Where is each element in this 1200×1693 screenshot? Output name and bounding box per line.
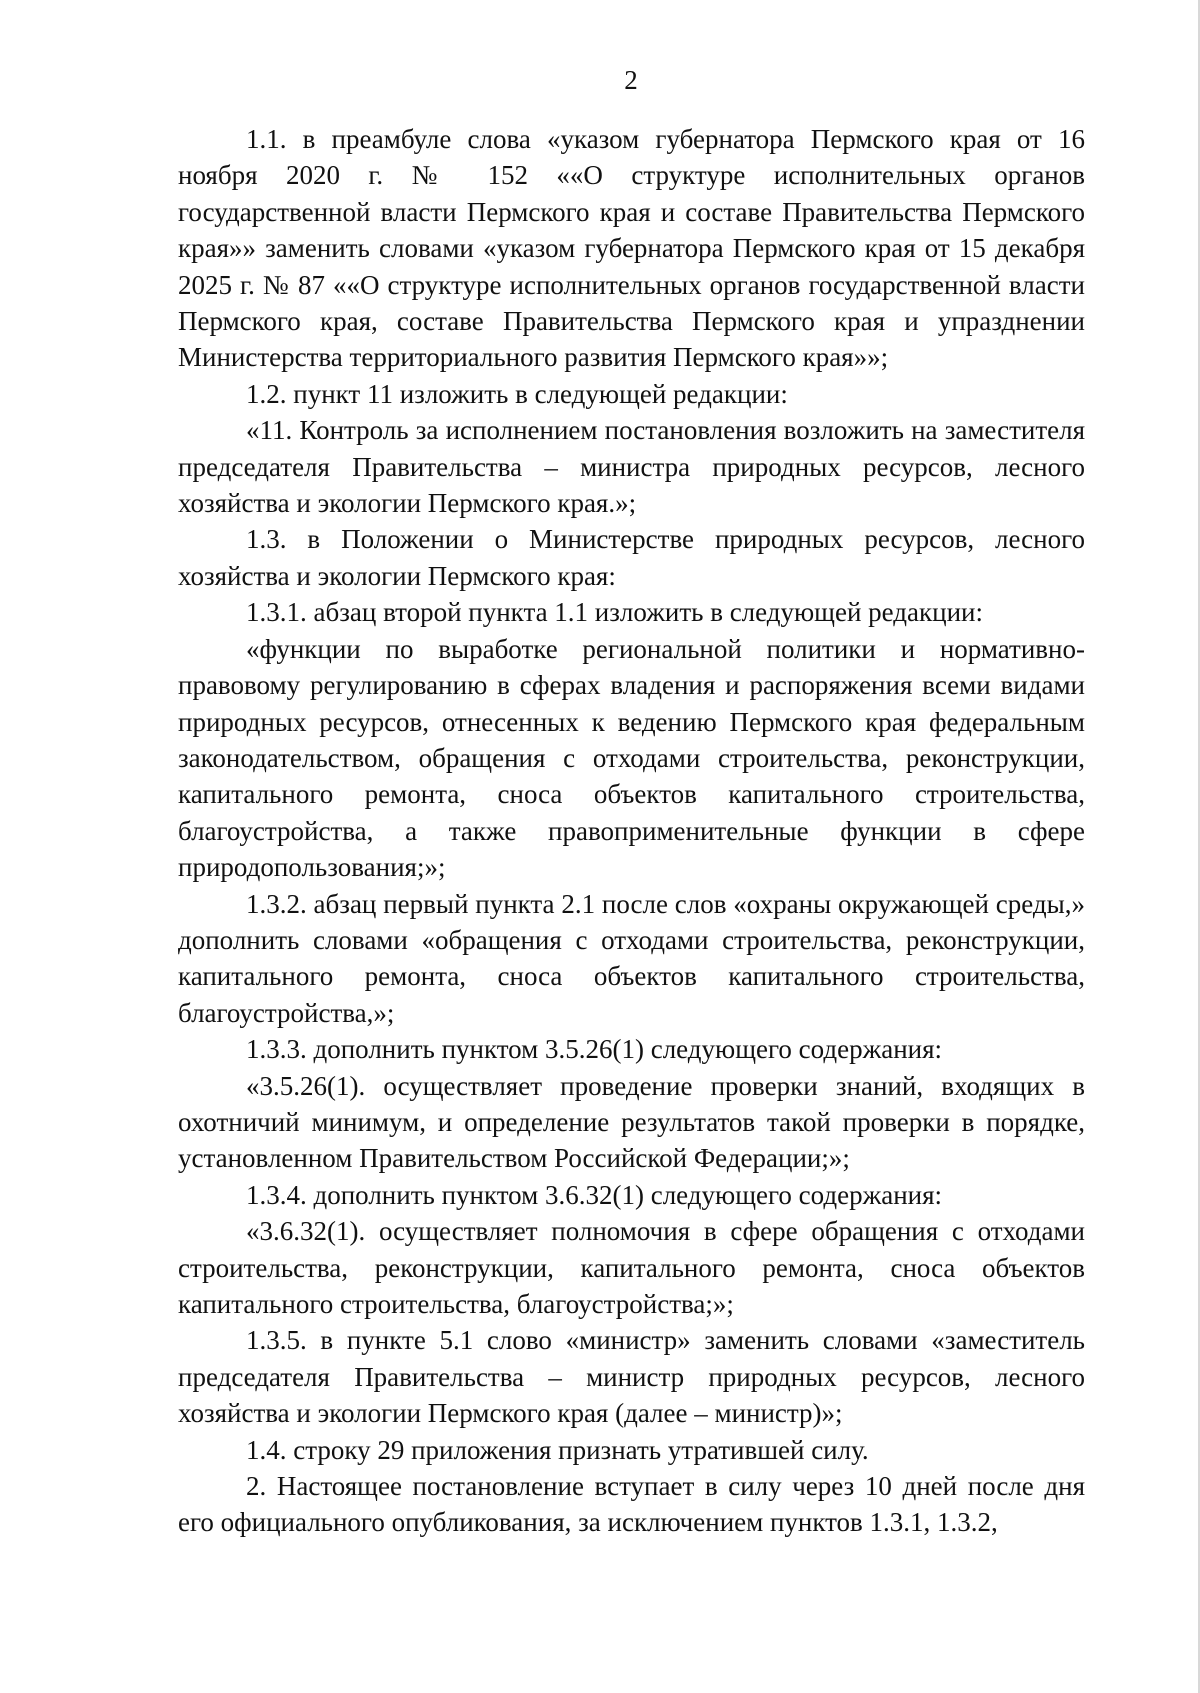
paragraph-1-3-3-quote: «3.5.26(1). осуществляет проведение проверки знаний, входящих в охотничий минимум, и определение результатов такой проверки в порядке, установленном Правительством Российской Федерации;»;	[178, 1070, 1085, 1174]
paragraph-1-3-4-quote: «3.6.32(1). осуществляет полномочия в сфере обращения с отходами строительства, реконструкции, капитального ремонта, сноса объектов капитального строительства, благоустройства;»;	[178, 1216, 1085, 1319]
page-number: 2	[624, 65, 638, 95]
paragraph-1-3-1-quote: «функции по выработке региональной политики и нормативно-правовому регулированию в сферах владения и распоряжения всеми видами природных ресурсов, отнесенных к ведению Пермского края федеральным законодательством, обращения с отходами строительства, реконструкции, капитального ремонта, сноса объектов капитального строительства, благоустройства, а также правоприменительные функции в сфере природопользования;»;	[178, 633, 1085, 883]
paragraph-1-2-quote: «11. Контроль за исполнением постановления возложить на заместителя председателя Правительства – министра природных ресурсов, лесного хозяйства и экологии Пермского края.»;	[178, 415, 1085, 519]
paragraph-2: 2. Настоящее постановление вступает в силу через 10 дней после дня его официального опубликования, за исключением пунктов 1.3.1, 1.3.2,	[178, 1471, 1085, 1538]
paragraph-1-4: 1.4. строку 29 приложения признать утратившей силу.	[246, 1434, 869, 1465]
paragraph-1-3-5: 1.3.5. в пункте 5.1 слово «министр» заменить словами «заместитель председателя Правительства – министр природных ресурсов, лесного хозяйства и экологии Пермского края (далее – министр)»;	[178, 1325, 1085, 1429]
paragraph-1-3-2: 1.3.2. абзац первый пункта 2.1 после слов «охраны окружающей среды,» дополнить словами «обращения с отходами строительства, реконструкции, капитального ремонта, сноса объектов капитального строительства, благоустройства,»;	[178, 888, 1085, 1028]
paragraph-1-3-1: 1.3.1. абзац второй пункта 1.1 изложить в следующей редакции:	[246, 597, 983, 628]
paragraph-1-2: 1.2. пункт 11 изложить в следующей редакции:	[246, 378, 788, 409]
document-body	[178, 121, 1085, 1541]
paragraph-1-3-4: 1.3.4. дополнить пунктом 3.6.32(1) следующего содержания:	[246, 1179, 943, 1210]
paragraph-1-3-3: 1.3.3. дополнить пунктом 3.5.26(1) следующего содержания:	[246, 1034, 943, 1065]
paragraph-1-3: 1.3. в Положении о Министерстве природных ресурсов, лесного хозяйства и экологии Пермского края:	[178, 524, 1085, 591]
paragraph-1-1: 1.1. в преамбуле слова «указом губернатора Пермского края от 16 ноября 2020 г. № 152 ««О структуре исполнительных органов государственной власти Пермского края и составе Правительства Пермского края»» заменить словами «указом губернатора Пермского края от 15 декабря 2025 г. № 87 ««О структуре исполнительных органов государственной власти Пермского края, составе Правительства Пермского края и упразднении Министерства территориального развития Пермского края»»;	[178, 124, 1085, 373]
